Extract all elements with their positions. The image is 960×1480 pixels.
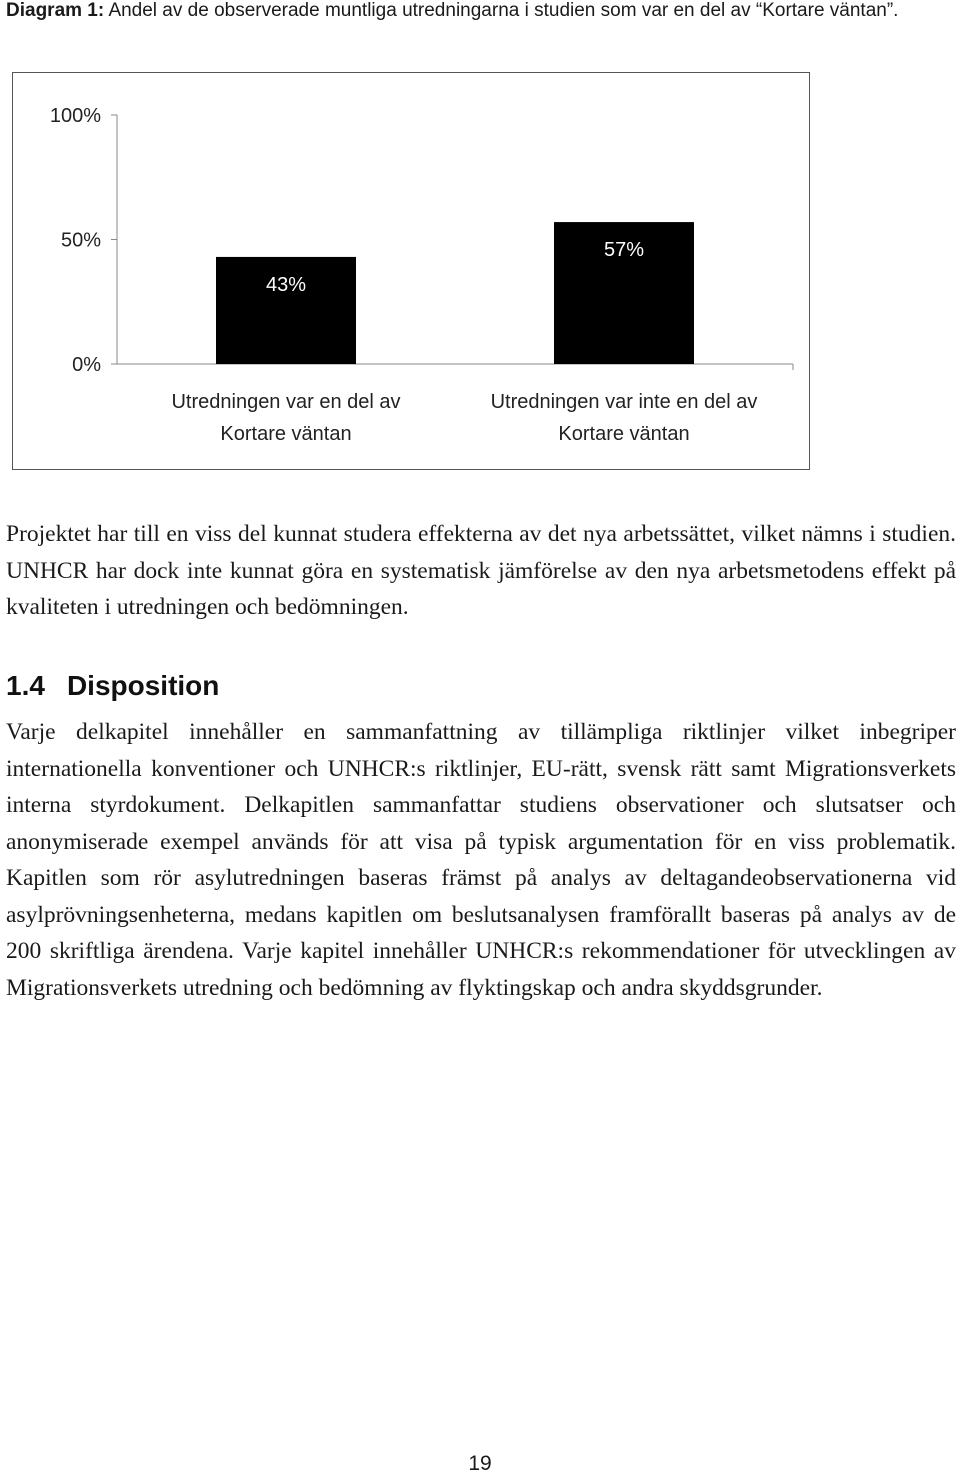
paragraph-intro: Projektet har till en viss del kunnat studera effekterna av det nya arbetssättet, vilket nämns i studien. UNHCR har dock inte kunnat göra en systematisk jämförelse av den nya arbetsmetodens effekt på kvaliteten i utredningen och bedömningen. (6, 521, 956, 620)
figure-caption (6, 0, 954, 21)
page-number: 19 (468, 1452, 492, 1475)
y-tick-label: 0% (72, 354, 101, 376)
y-tick-label: 100% (49, 105, 101, 127)
section-title: Disposition (66, 670, 220, 701)
section-number: 1.4 (6, 670, 45, 701)
y-tick-label: 50% (60, 229, 101, 252)
x-category-label: Utredningen var inte en del av (490, 391, 758, 413)
section-heading (6, 670, 219, 702)
bar-chart (12, 72, 810, 470)
paragraph-disposition: Varje delkapitel innehåller en sammanfattning av tillämpliga riktlinjer vilket inbegriper internationella konventioner och UNHCR:s riktlinjer, EU-rätt, svensk rätt samt Migrationsverkets interna styrdokument. Delkapitlen sammanfattar studiens observationer och slutsatser och anonymiserade exempel används för att visa på typisk argumentation för en viss problematik. Kapitlen som rör asylutredningen baseras främst på analys av deltagandeobservationerna vid asylprövningsenheterna, medans kapitlen om beslutsanalysen framförallt baseras på analys av de 200 skriftliga ärendena. Varje kapitel innehåller UNHCR:s rekommendationer för utvecklingen av Migrationsverkets utredning och bedömning av flyktingskap och andra skyddsgrunder. (6, 719, 956, 1001)
bar-data-label: 57% (603, 239, 645, 262)
x-category-label: Utredningen var en del av (171, 391, 401, 413)
figure-caption-text: Andel av de observerade muntliga utredningarna i studien som var en del av “Kortare väntan”. (108, 0, 899, 21)
bar-chart-svg (13, 73, 811, 471)
x-category-label: Kortare väntan (220, 423, 352, 445)
bar-data-label: 43% (265, 273, 307, 296)
x-category-label: Kortare väntan (558, 423, 690, 445)
figure-caption-label: Diagram 1: (6, 0, 105, 21)
